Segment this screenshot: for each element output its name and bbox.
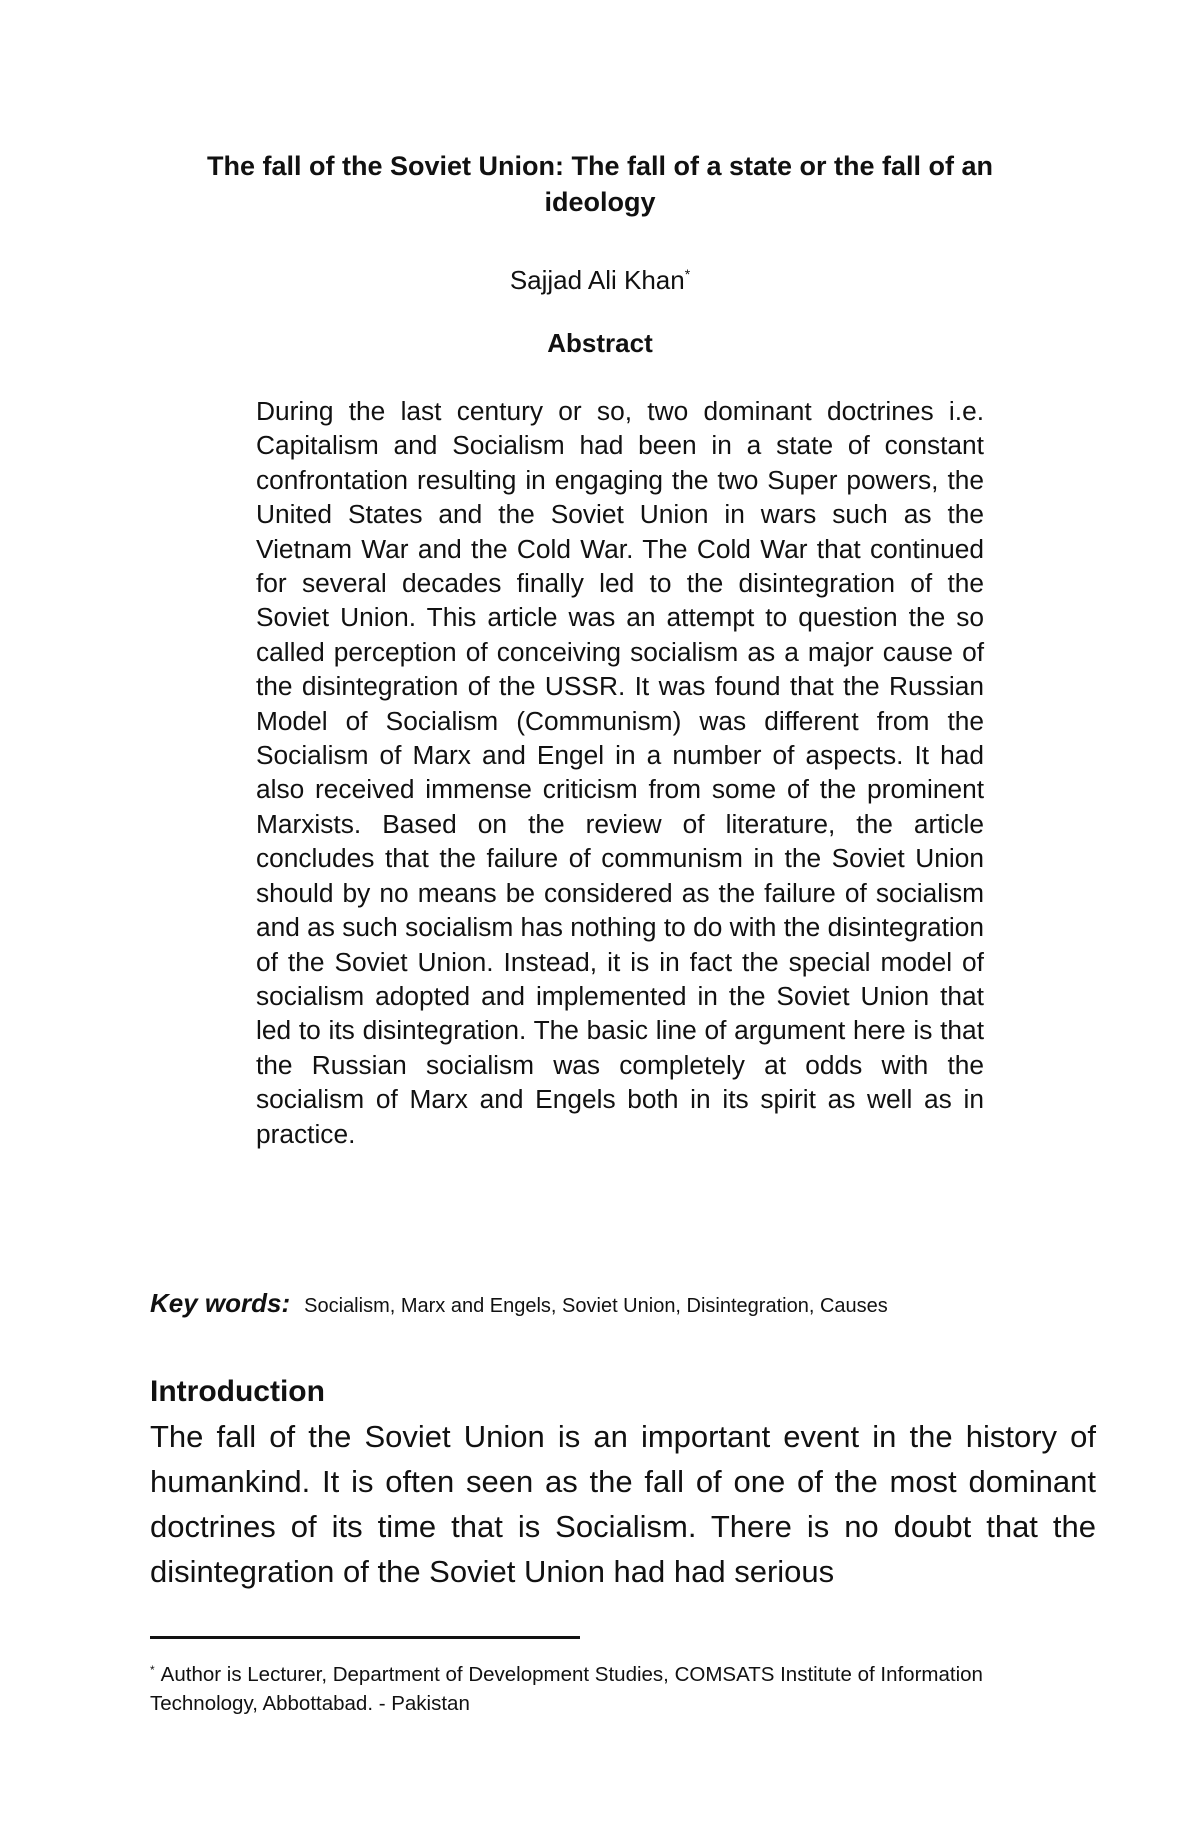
introduction-text: The fall of the Soviet Union is an important event in the history of humankind. It is often seen as the fall of one of the most dominant doctrines of its time that is Socialism. There is no doubt that the disintegration of the Soviet Union had had serious — [150, 1419, 1096, 1589]
abstract-text: During the last century or so, two dominant doctrines i.e. Capitalism and Socialism had been in a state of constant confrontation resulting in engaging the two Super powers, the United States and the Soviet Union in wars such as the Vietnam War and the Cold War. The Cold War that continued for several decades finally led to the disintegration of the Soviet Union. This article was an attempt to question the so called perception of conceiving socialism as a major cause of the disintegration of the USSR. It was found that the Russian Model of Socialism (Communism) was different from the Socialism of Marx and Engel in a number of aspects. It had also received immense criticism from some of the prominent Marxists. Based on the review of literature, the article concludes that the failure of communism in the Soviet Union should by no means be considered as the failure of socialism and as such socialism has nothing to do with the disintegration of the Soviet Union. Instead, it is in fact the special model of socialism adopted and implemented in the Soviet Union that led to its disintegration. The basic line of argument here is that the Russian socialism was completely at odds with the socialism of Marx and Engels both in its spirit as well as in practice. — [256, 396, 984, 1149]
keywords-label: Key words: — [150, 1288, 291, 1318]
footnote — [150, 1656, 1030, 1718]
author-name: Sajjad Ali Khan — [509, 265, 685, 295]
footnote-divider — [150, 1636, 580, 1639]
footnote-marker: * — [150, 1663, 155, 1677]
keywords-terms: Socialism, Marx and Engels, Soviet Union, Disintegration, Causes — [304, 1295, 888, 1317]
author-footnote-marker: * — [684, 266, 691, 282]
author-line — [150, 257, 1050, 297]
paper-title: The fall of the Soviet Union: The fall of a state or the fall of an ideology — [206, 151, 994, 217]
footnote-text: Author is Lecturer, Department of Development Studies, COMSATS Institute of Information Technology, Abbottabad. - Pakistan — [150, 1663, 983, 1715]
introduction-heading: Introduction — [150, 1375, 325, 1408]
keywords-line — [150, 1286, 1050, 1323]
abstract-heading: Abstract — [547, 328, 653, 358]
